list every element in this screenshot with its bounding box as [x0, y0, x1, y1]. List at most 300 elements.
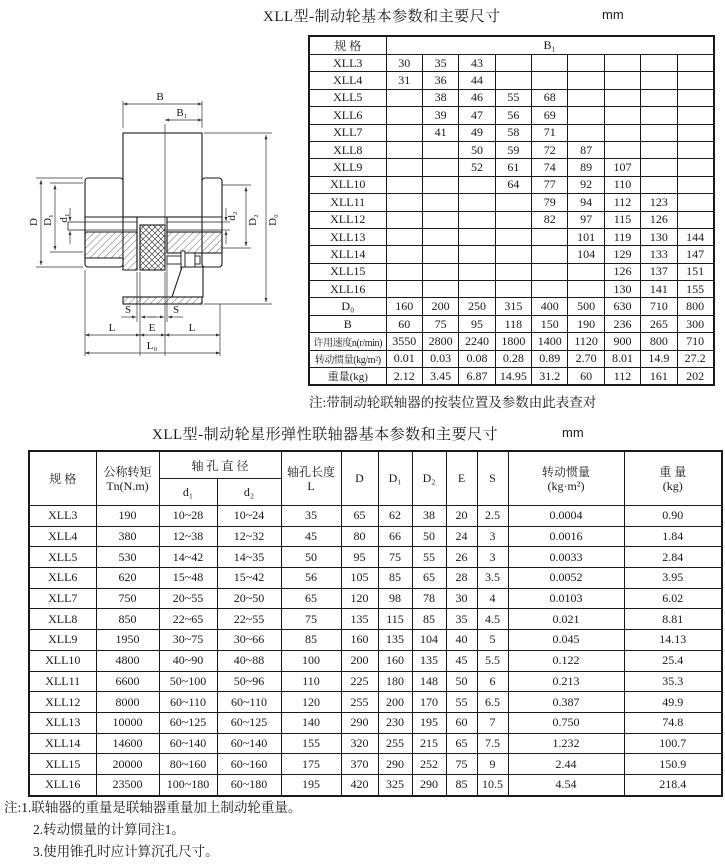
cell: [386, 176, 422, 193]
cell: 202: [677, 368, 713, 386]
cell: 300: [677, 315, 713, 332]
cell: 79: [532, 194, 568, 211]
cell: 195: [281, 774, 341, 795]
cell: [422, 211, 458, 228]
cell: 400: [532, 298, 568, 315]
cell: 900: [604, 333, 640, 350]
cell: [495, 211, 531, 228]
cell: 60~110: [217, 692, 281, 713]
cell: [677, 194, 713, 211]
cell: [459, 194, 495, 211]
table-row: [309, 246, 714, 263]
cell: 59: [495, 141, 531, 158]
cell: 215: [412, 733, 446, 754]
row-label: XLL12: [309, 211, 386, 228]
col-header-weight: [624, 451, 722, 506]
cell: 100: [281, 650, 341, 671]
brake-wheel-rim-bottom: [123, 297, 202, 304]
cell: 147: [677, 246, 713, 263]
cell: 60: [446, 712, 477, 733]
cell: 38: [412, 506, 446, 527]
cell: 30~66: [217, 630, 281, 651]
cell: 120: [341, 588, 378, 609]
cell: 52: [459, 159, 495, 176]
row-label: XLL16: [309, 281, 386, 298]
cell: 500: [568, 298, 604, 315]
cell: [532, 281, 568, 298]
cell: [459, 176, 495, 193]
cell: 1950: [96, 630, 159, 651]
cell: 170: [412, 692, 446, 713]
table-row: [29, 526, 722, 547]
cell: 130: [641, 228, 677, 245]
cell: 620: [96, 568, 159, 589]
cell: 10000: [96, 712, 159, 733]
cell: 10~24: [217, 506, 281, 527]
cell: 87: [568, 141, 604, 158]
cell: 0.0033: [508, 547, 624, 568]
cell: 41: [422, 124, 458, 141]
cell: 64: [495, 176, 531, 193]
cell: 56: [495, 107, 531, 124]
cell: 6: [477, 671, 508, 692]
cell: 30: [386, 55, 422, 72]
cell: 100~180: [159, 774, 217, 795]
cell: 85: [446, 774, 477, 795]
col-header-weight-line1: 重 量: [659, 464, 687, 479]
cell: 4: [477, 588, 508, 609]
cell: [604, 124, 640, 141]
cell: 150.9: [624, 754, 722, 775]
col-header-bore-length: [281, 451, 341, 506]
table-row: [309, 107, 714, 124]
cell: 100.7: [624, 733, 722, 754]
cell: 62: [378, 506, 412, 527]
cell: [677, 55, 713, 72]
cell: 0.0016: [508, 526, 624, 547]
cell: 1120: [568, 333, 604, 350]
row-label: XLL8: [29, 609, 96, 630]
col-header-D1: D₁: [378, 451, 412, 506]
table1-title: XLL型-制动轮基本参数和主要尺寸: [263, 9, 501, 25]
col-header-torque: [96, 451, 159, 506]
row-label: XLL8: [309, 141, 386, 158]
cell: [386, 211, 422, 228]
cell: 161: [641, 368, 677, 386]
cell: 370: [341, 754, 378, 775]
cell: 107: [604, 159, 640, 176]
cell: 151: [677, 263, 713, 280]
row-label: XLL9: [29, 630, 96, 651]
cell: 4.5: [477, 609, 508, 630]
cell: 4.54: [508, 774, 624, 795]
row-label: XLL15: [29, 754, 96, 775]
cell: [386, 124, 422, 141]
cell: 3: [477, 547, 508, 568]
col-header-spec: 规 格: [309, 36, 386, 55]
cell: 40~90: [159, 650, 217, 671]
cell: 0.90: [624, 506, 722, 527]
cell: 60~160: [217, 754, 281, 775]
cell: 14~42: [159, 547, 217, 568]
cell: 200: [422, 298, 458, 315]
cell: 20000: [96, 754, 159, 775]
cell: 750: [96, 588, 159, 609]
cell: 78: [412, 588, 446, 609]
row-label: D₀: [309, 298, 386, 315]
dim-label-D: D: [28, 218, 40, 226]
table-row: [29, 609, 722, 630]
table-row: [309, 141, 714, 158]
cell: 95: [459, 315, 495, 332]
col-header-weight-line2: (kg): [662, 478, 683, 493]
cell: [532, 72, 568, 89]
table-row: [309, 89, 714, 106]
cell: 710: [677, 333, 713, 350]
cell: 200: [378, 692, 412, 713]
row-label: XLL10: [309, 176, 386, 193]
col-header-inertia-line1: 转动惯量: [542, 464, 591, 479]
cell: [641, 176, 677, 193]
cell: 35.3: [624, 671, 722, 692]
cell: 56: [281, 568, 341, 589]
cell: [532, 246, 568, 263]
dim-label-d1: d₁: [58, 213, 70, 223]
cell: 160: [378, 650, 412, 671]
cell: 180: [378, 671, 412, 692]
cell: 1.84: [624, 526, 722, 547]
cell: 12~32: [217, 526, 281, 547]
cell: 0.0103: [508, 588, 624, 609]
cell: 68: [532, 89, 568, 106]
cell: 115: [378, 609, 412, 630]
table2-unit: mm: [562, 425, 584, 440]
cell: 31.2: [532, 368, 568, 386]
row-label: 重量(kg): [309, 368, 386, 386]
cell: 112: [604, 194, 640, 211]
table-row: [29, 733, 722, 754]
cell: [495, 194, 531, 211]
cell: 14.13: [624, 630, 722, 651]
cell: 50: [281, 547, 341, 568]
cell: 105: [341, 568, 378, 589]
cell: 60~110: [159, 692, 217, 713]
cell: [422, 281, 458, 298]
cell: 5: [477, 630, 508, 651]
row-label: 转动惯量(kg/m²): [309, 350, 386, 367]
cell: 77: [532, 176, 568, 193]
cell: 50: [412, 526, 446, 547]
cell: 20: [446, 506, 477, 527]
cell: 75: [281, 609, 341, 630]
col-header-E: E: [446, 451, 477, 506]
table1-note: 注:带制动轮联轴器的按装位置及参数由此表查对: [309, 395, 597, 410]
cell: [677, 159, 713, 176]
cell: 290: [341, 712, 378, 733]
cell: 3550: [386, 333, 422, 350]
row-label: XLL11: [309, 194, 386, 211]
cell: [677, 107, 713, 124]
cell: [641, 124, 677, 141]
cell: 23500: [96, 774, 159, 795]
cell: [422, 263, 458, 280]
cell: 225: [341, 671, 378, 692]
row-label: XLL11: [29, 671, 96, 692]
cell: [495, 281, 531, 298]
dim-label-L-right: L: [188, 322, 196, 334]
cell: [422, 246, 458, 263]
cell: 65: [341, 506, 378, 527]
cell: 8000: [96, 692, 159, 713]
cell: 0.03: [422, 350, 458, 367]
cell: 190: [568, 315, 604, 332]
cell: 0.01: [386, 350, 422, 367]
cell: 3.95: [624, 568, 722, 589]
cell: 530: [96, 547, 159, 568]
cell: 74.8: [624, 712, 722, 733]
table-row: [29, 588, 722, 609]
cell: [568, 72, 604, 89]
cell: [495, 228, 531, 245]
cell: 2.84: [624, 547, 722, 568]
dim-label-B1: B₁: [176, 107, 188, 119]
row-label: XLL6: [29, 568, 96, 589]
row-label: XLL4: [309, 72, 386, 89]
cell: [568, 89, 604, 106]
cell: 137: [641, 263, 677, 280]
cell: 118: [495, 315, 531, 332]
cell: 133: [641, 246, 677, 263]
row-label: XLL5: [29, 547, 96, 568]
cell: 22~65: [159, 609, 217, 630]
cell: 123: [641, 194, 677, 211]
cell: 135: [412, 650, 446, 671]
cell: 2.70: [568, 350, 604, 367]
cell: 10.5: [477, 774, 508, 795]
cell: 38: [422, 89, 458, 106]
row-label: XLL14: [29, 733, 96, 754]
cell: 110: [281, 671, 341, 692]
cell: [532, 55, 568, 72]
cell: [422, 141, 458, 158]
cell: 144: [677, 228, 713, 245]
cell: 380: [96, 526, 159, 547]
row-label: 许用速度n(r/min): [309, 333, 386, 350]
col-header-bore-diameter: 轴 孔 直 径: [159, 451, 281, 479]
cell: 14.9: [641, 350, 677, 367]
cell: 126: [641, 211, 677, 228]
cell: [386, 228, 422, 245]
cell: 46: [459, 89, 495, 106]
table-row: [29, 630, 722, 651]
cell: [386, 246, 422, 263]
row-label: XLL7: [29, 588, 96, 609]
table-row: [309, 176, 714, 193]
cell: [641, 159, 677, 176]
cell: 75: [446, 754, 477, 775]
row-label: XLL12: [29, 692, 96, 713]
coupling-cross-section-drawing: [20, 80, 300, 390]
cell: [495, 55, 531, 72]
cell: [495, 263, 531, 280]
cell: 200: [341, 650, 378, 671]
cell: 130: [604, 281, 640, 298]
col-header-D2: D₂: [412, 451, 446, 506]
cell: 8.01: [604, 350, 640, 367]
cell: 140: [281, 712, 341, 733]
dim-label-d2: d₂: [226, 211, 238, 221]
footnotes: [4, 797, 301, 863]
cell: 155: [281, 733, 341, 754]
cell: 2.12: [386, 368, 422, 386]
cell: [532, 228, 568, 245]
dim-label-D1: D₁: [42, 214, 54, 226]
table-row: [309, 333, 714, 350]
bolt: [167, 251, 200, 269]
cell: 0.122: [508, 650, 624, 671]
cell: 82: [532, 211, 568, 228]
cell: 80~160: [159, 754, 217, 775]
cell: 290: [378, 754, 412, 775]
cell: 8.81: [624, 609, 722, 630]
cell: 12~38: [159, 526, 217, 547]
brake-wheel-parameters-table: [308, 35, 715, 386]
table-row: [29, 712, 722, 733]
cell: 218.4: [624, 774, 722, 795]
table-row: [309, 159, 714, 176]
cell: 119: [604, 228, 640, 245]
cell: 74: [532, 159, 568, 176]
cell: 92: [568, 176, 604, 193]
row-label: XLL15: [309, 263, 386, 280]
col-header-spec: 规 格: [29, 451, 96, 506]
cell: 290: [412, 774, 446, 795]
brake-wheel-web: [172, 267, 203, 297]
cell: 75: [422, 315, 458, 332]
coupling-parameters-table: [28, 450, 723, 797]
cell: 115: [604, 211, 640, 228]
cell: 2800: [422, 333, 458, 350]
table-row: [29, 692, 722, 713]
cell: 325: [378, 774, 412, 795]
cell: 250: [459, 298, 495, 315]
cell: 60~125: [217, 712, 281, 733]
table-row: [309, 55, 714, 72]
cell: 104: [412, 630, 446, 651]
cell: 60~125: [159, 712, 217, 733]
cell: 1800: [495, 333, 531, 350]
cell: 0.0052: [508, 568, 624, 589]
cell: 630: [604, 298, 640, 315]
cell: 35: [446, 609, 477, 630]
cell: 710: [641, 298, 677, 315]
cell: [386, 89, 422, 106]
cell: [386, 141, 422, 158]
dim-label-L-left: L: [108, 322, 116, 334]
table-row: [29, 568, 722, 589]
cell: 40~88: [217, 650, 281, 671]
table-row: [29, 547, 722, 568]
cell: [495, 246, 531, 263]
row-label: XLL6: [309, 107, 386, 124]
table-row: [309, 211, 714, 228]
footnote-1: 注:1.联轴器的重量是联轴器重量加上制动轮重量。: [4, 800, 302, 815]
cell: 150: [532, 315, 568, 332]
row-label: XLL3: [309, 55, 386, 72]
cell: 22~55: [217, 609, 281, 630]
cell: 195: [412, 712, 446, 733]
cell: 135: [341, 609, 378, 630]
cell: 1.232: [508, 733, 624, 754]
col-header-bore-length-line1: 轴孔长度: [287, 464, 336, 479]
cell: [386, 159, 422, 176]
cell: [641, 89, 677, 106]
table2-title: XLL型-制动轮星形弹性联轴器基本参数和主要尺寸: [152, 427, 499, 443]
col-header-torque-line1: 公称转矩: [103, 464, 152, 479]
cell: 72: [532, 141, 568, 158]
cell: 43: [459, 55, 495, 72]
cell: 0.08: [459, 350, 495, 367]
cell: 7: [477, 712, 508, 733]
cell: 265: [641, 315, 677, 332]
col-header-d2: d₂: [217, 479, 281, 506]
col-header-torque-line2: Tn(N.m): [106, 478, 149, 493]
cell: 148: [412, 671, 446, 692]
cell: [422, 176, 458, 193]
cell: [604, 107, 640, 124]
cell: 0.387: [508, 692, 624, 713]
cell: 101: [568, 228, 604, 245]
dim-label-L0: L₀: [146, 340, 158, 352]
table1-unit: mm: [602, 7, 624, 22]
col-header-inertia-line2: (kg·m²): [547, 478, 585, 493]
cell: [677, 72, 713, 89]
cell: [386, 281, 422, 298]
cell: [641, 72, 677, 89]
cell: [677, 141, 713, 158]
cell: 85: [281, 630, 341, 651]
cell: 255: [378, 733, 412, 754]
dim-label-E: E: [148, 322, 156, 334]
cell: 31: [386, 72, 422, 89]
cell: 0.750: [508, 712, 624, 733]
cell: [459, 246, 495, 263]
cell: 14.95: [495, 368, 531, 386]
cell: 28: [446, 568, 477, 589]
cell: 60~180: [217, 774, 281, 795]
cell: 65: [412, 568, 446, 589]
table-row: [309, 228, 714, 245]
cell: 6600: [96, 671, 159, 692]
row-label: XLL7: [309, 124, 386, 141]
cell: 50~96: [217, 671, 281, 692]
cell: 97: [568, 211, 604, 228]
cell: 3.5: [477, 568, 508, 589]
col-header-bore-length-line2: L: [307, 478, 315, 493]
cell: [459, 211, 495, 228]
cell: 94: [568, 194, 604, 211]
cell: [422, 159, 458, 176]
table-row: [309, 281, 714, 298]
cell: 49.9: [624, 692, 722, 713]
cell: [568, 55, 604, 72]
row-label: XLL13: [29, 712, 96, 733]
row-label: XLL13: [309, 228, 386, 245]
cell: 2.44: [508, 754, 624, 775]
cell: [386, 263, 422, 280]
cell: 65: [446, 733, 477, 754]
cell: 0.89: [532, 350, 568, 367]
